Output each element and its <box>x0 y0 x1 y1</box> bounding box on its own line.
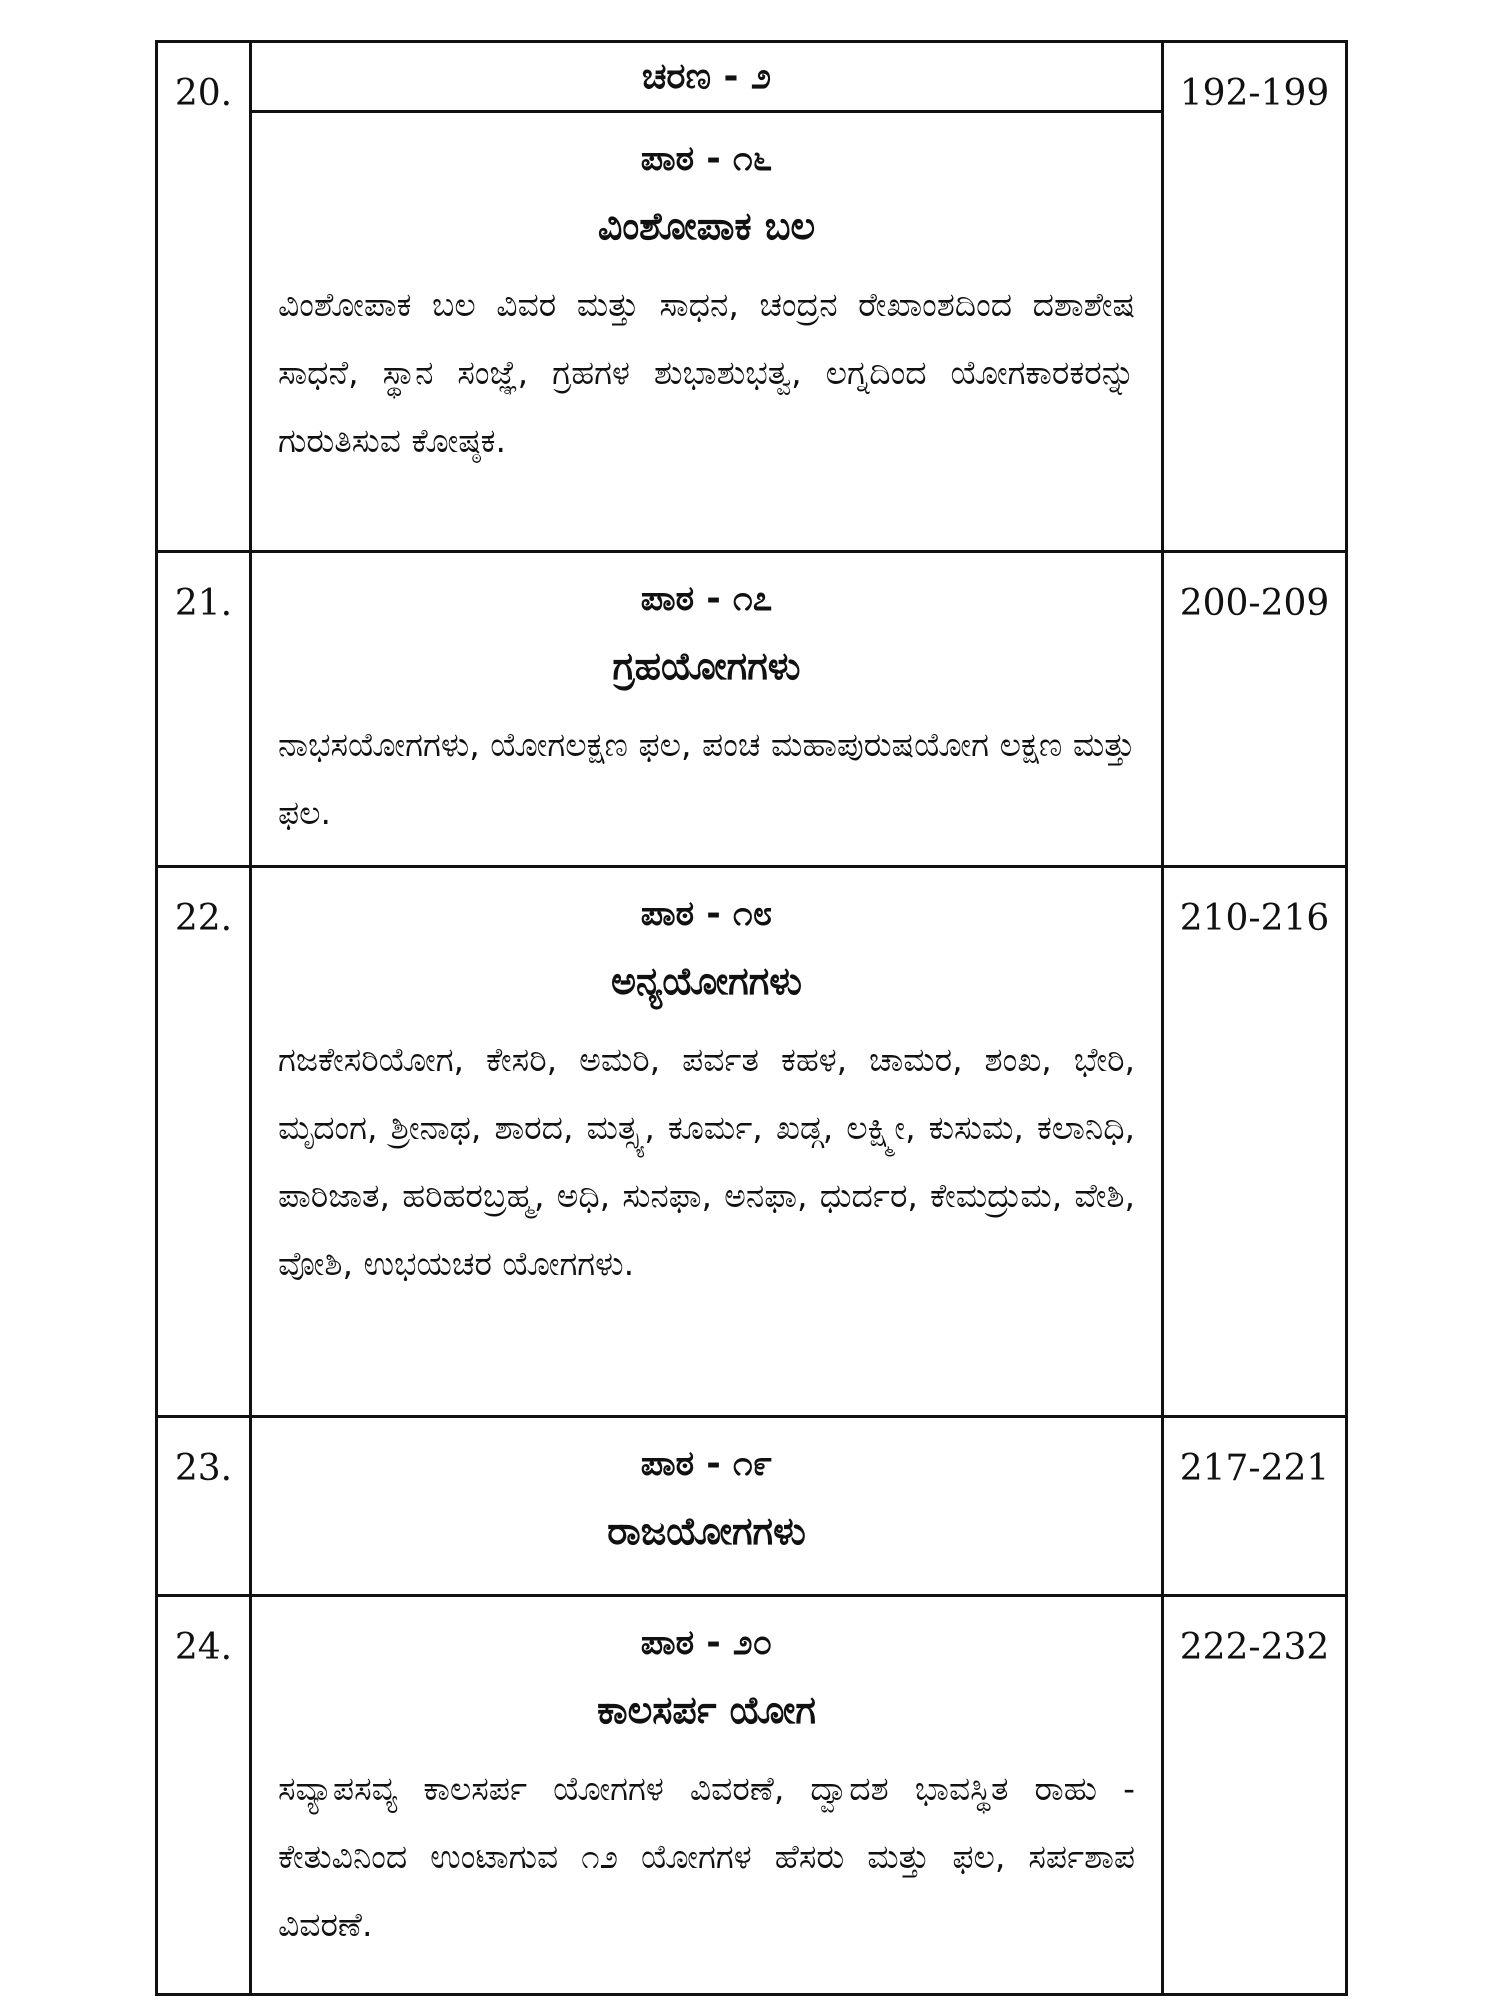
entry-number: 22. <box>157 867 251 1417</box>
table-row <box>157 1596 1347 1995</box>
page-range: 217-221 <box>1163 1417 1347 1596</box>
lesson-number: ಪಾಠ - ೧೭ <box>640 579 773 619</box>
page-range: 222-232 <box>1163 1596 1347 1995</box>
entry-number: 21. <box>157 552 251 867</box>
phase-heading: ಚರಣ - ೨ <box>251 42 1163 112</box>
lesson-cell <box>251 552 1163 867</box>
lesson-description: ಸವ್ಯಾಪಸವ್ಯ ಕಾಲಸರ್ಪ ಯೋಗಗಳ ವಿವರಣೆ, ದ್ವಾದಶ ಭಾವಸ್ಥಿತ ರಾಹು - ಕೇತುವಿನಿಂದ ಉಂಟಾಗುವ ೧೨ ಯೋಗಗಳ ಹೆಸರು ಮತ್ತು ಫಲ, ಸರ್ಪಶಾಪ ವಿವರಣೆ. <box>278 1769 1135 1944</box>
lesson-description: ವಿಂಶೋಪಾಕ ಬಲ ವಿವರ ಮತ್ತು ಸಾಧನ, ಚಂದ್ರನ ರೇಖಾಂಶದಿಂದ ದಶಾಶೇಷ ಸಾಧನೆ, ಸ್ಥಾನ ಸಂಜ್ಞೆ, ಗ್ರಹಗಳ ಶುಭಾಶುಭತ್ವ, ಲಗ್ನದಿಂದ ಯೋಗಕಾರಕರನ್ನು ಗುರುತಿಸುವ ಕೋಷ್ಠಕ. <box>278 285 1135 460</box>
lesson-cell <box>251 112 1163 552</box>
table-row <box>157 552 1347 867</box>
lesson-cell <box>251 1417 1163 1596</box>
lesson-number: ಪಾಠ - ೨೦ <box>640 1623 773 1663</box>
lesson-title: ಗ್ರಹಯೋಗಗಳು <box>612 644 801 688</box>
lesson-description: ಗಜಕೇಸರಿಯೋಗ, ಕೇಸರಿ, ಅಮರಿ, ಪರ್ವತ ಕಹಳ, ಚಾಮರ, ಶಂಖ, ಭೇರಿ, ಮೃದಂಗ, ಶ್ರೀನಾಥ, ಶಾರದ, ಮತ್ಸ್ಯ, ಕೂರ್ಮ, ಖಡ್ಗ, ಲಕ್ಷ್ಮೀ, ಕುಸುಮ, ಕಲಾನಿಧಿ, ಪಾರಿಜಾತ, ಹರಿಹರಬ್ರಹ್ಮ, ಅಧಿ, ಸುನಫಾ, ಅನಫಾ, ಧುರ್ದರ, ಕೇಮದ್ರುಮ, ವೇಶಿ, ವೋಶಿ, ಉಭಯಚರ ಯೋಗಗಳು. <box>278 1040 1135 1283</box>
lesson-description: ನಾಭಸಯೋಗಗಳು, ಯೋಗಲಕ್ಷಣ ಫಲ, ಪಂಚ ಮಹಾಪುರುಷಯೋಗ ಲಕ್ಷಣ ಮತ್ತು ಫಲ. <box>278 725 1135 832</box>
lesson-title: ಅನ್ಯಯೋಗಗಳು <box>611 959 802 1003</box>
page-range: 192-199 <box>1163 42 1347 552</box>
page-range: 210-216 <box>1163 867 1347 1417</box>
lesson-title: ರಾಜಯೋಗಗಳು <box>607 1509 806 1553</box>
table-row <box>157 867 1347 1417</box>
lesson-title: ವಿಂಶೋಪಾಕ ಬಲ <box>597 204 816 248</box>
entry-number: 20. <box>157 42 251 552</box>
lesson-cell <box>251 867 1163 1417</box>
entry-number: 23. <box>157 1417 251 1596</box>
entry-number: 24. <box>157 1596 251 1995</box>
lesson-number: ಪಾಠ - ೧೬ <box>640 139 773 179</box>
lesson-cell <box>251 1596 1163 1995</box>
lesson-number: ಪಾಠ - ೧೮ <box>640 894 773 934</box>
table-row <box>157 1417 1347 1596</box>
page-range: 200-209 <box>1163 552 1347 867</box>
contents-page <box>155 40 1345 1975</box>
lesson-title: ಕಾಲಸರ್ಪ ಯೋಗ <box>597 1688 816 1732</box>
phase-row <box>157 42 1347 112</box>
contents-table <box>155 40 1348 1996</box>
lesson-number: ಪಾಠ - ೧೯ <box>640 1444 773 1484</box>
